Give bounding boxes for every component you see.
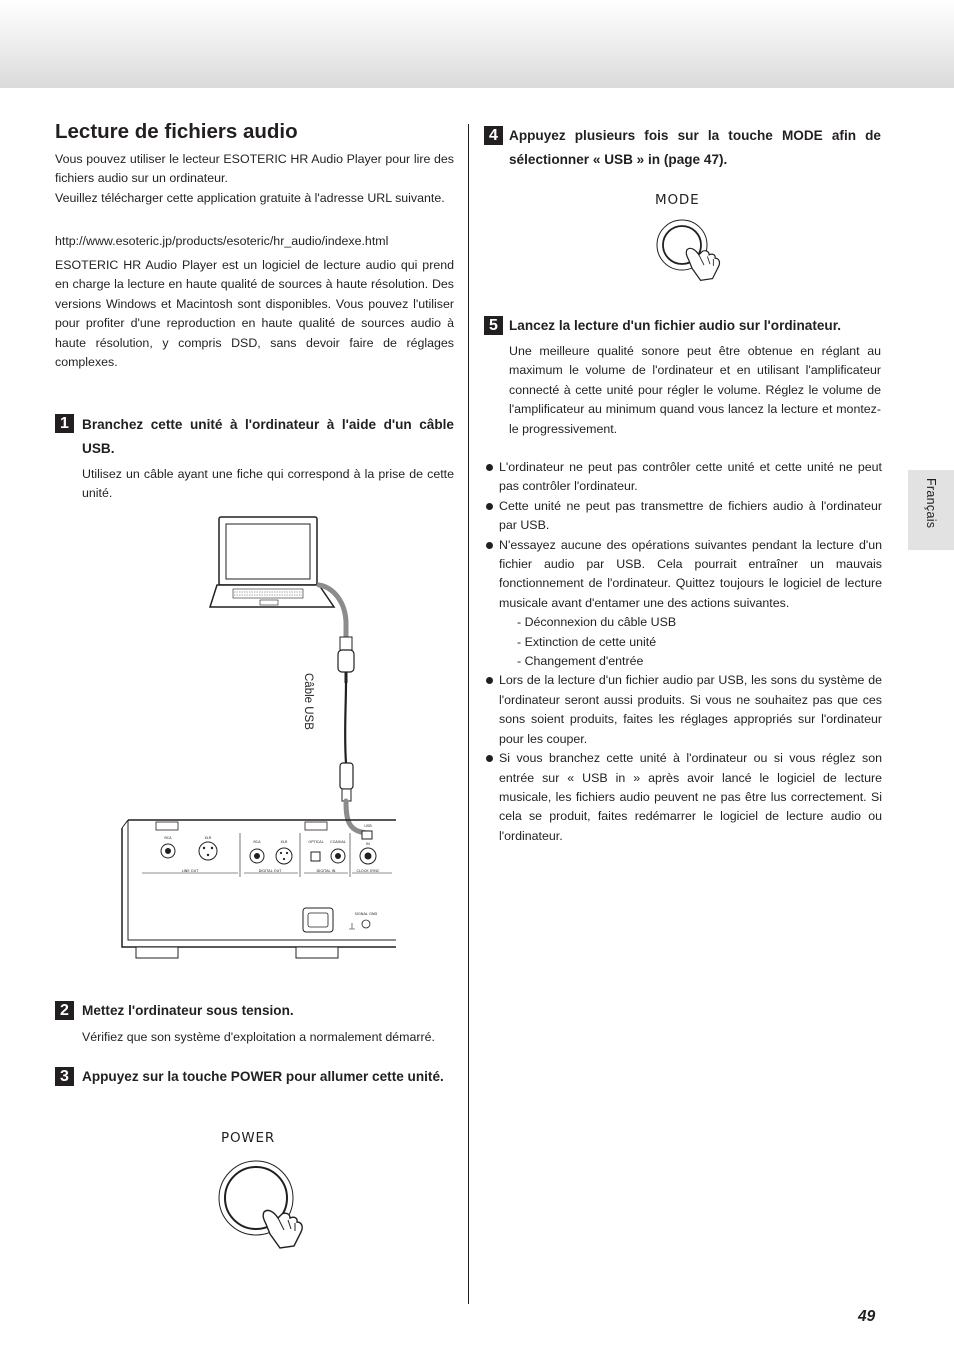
pressing-hand-icon — [263, 1210, 302, 1248]
mode-button-illustration — [656, 218, 736, 284]
language-tab-label: Français — [924, 478, 938, 529]
step-5-heading: Lancez la lecture d'un fichier audio sur l'ordinateur. — [509, 318, 842, 333]
intro-paragraph-2: Veuillez télécharger cette application gratuite à l'adresse URL suivante. — [55, 191, 445, 205]
note-sub-item: - Déconnexion du câble USB — [517, 615, 677, 630]
digital-out-xlr-label: XLR — [280, 840, 288, 844]
digital-out-rca-label: RCA — [253, 840, 261, 844]
power-button-illustration — [216, 1158, 316, 1253]
note-item — [484, 536, 882, 672]
step-5-text: Une meilleure qualité sonore peut être obtenue en réglant au maximum le volume de l'ordinateur et en utilisant l'amplificateur connecté à cette unité pour régler le volume. Réglez le volume de l'amplificateur au minimum quand vous lancez la lecture et montez-le progressivement. — [509, 344, 881, 436]
line-out-rca-label: RCA — [164, 836, 172, 840]
usb-connection-diagram — [100, 515, 410, 975]
line-out-label: LINE OUT — [181, 869, 199, 873]
step-3-number: 3 — [55, 1067, 74, 1086]
notes-list — [484, 458, 882, 846]
usb-a-plug-icon — [338, 637, 354, 683]
step-2-heading: Mettez l'ordinateur sous tension. — [82, 1003, 294, 1018]
usb-b-plug-icon — [340, 763, 353, 801]
note-text: N'essayez aucune des opérations suivantes pendant la lecture d'un fichier audio par USB. Cela pourrait entraîner un mauvais fonctionnement de l'ordinateur. Quittez toujours le logiciel de lecture musicale avant d'entamer une des actions suivantes. — [499, 537, 882, 610]
clock-sync-label: CLOCK SYNC — [356, 869, 380, 873]
note-item — [484, 497, 882, 536]
note-item: L'ordinateur ne peut pas contrôler cette unité et cette unité ne peut pas contrôler l'ordinateur. — [484, 458, 882, 497]
page-number: 49 — [858, 1308, 876, 1325]
signal-gnd-label: SIGNAL GND — [354, 912, 378, 916]
step-2-text: Vérifiez que son système d'exploitation a normalement démarré. — [82, 1030, 435, 1044]
step-4-heading: Appuyez plusieurs fois sur la touche MODE afin de sélectionner « USB » in (page 47). — [509, 128, 881, 167]
column-divider — [468, 124, 469, 1304]
step-2-number: 2 — [55, 1001, 74, 1020]
optical-label: OPTICAL — [308, 840, 324, 844]
digital-out-label: DIGITAL OUT — [258, 869, 282, 873]
download-url: http://www.esoteric.jp/products/esoteric/hr_audio/indexe.html — [55, 234, 389, 248]
clock-in-label: IN — [366, 842, 370, 846]
note-text: Cette unité ne peut pas transmettre de fichiers audio à l'ordinateur par USB. — [499, 498, 882, 533]
intro-paragraph-1: Vous pouvez utiliser le lecteur ESOTERIC HR Audio Player pour lire des fichiers audio sur un ordinateur. — [55, 152, 454, 186]
section-title: Lecture de fichiers audio — [55, 120, 298, 143]
note-item: Lors de la lecture d'un fichier audio par USB, les sons du système de l'ordinateur seront aussi produits. Si vous ne souhaitez pas que ces sons soient produits, faites les réglages appropriés sur l'ordinateur pour les couper. — [484, 671, 882, 749]
intro-paragraph-3: ESOTERIC HR Audio Player est un logiciel de lecture audio qui prend en charge la lecture en haute qualité de sources à haute résolution. Des versions Windows et Macintosh sont disponibles. Vous pouvez l'utiliser pour profiter d'une reproduction en haute qualité de sources audio à haute résolution, y compris DSD, sans devoir faire de réglages complexes. — [55, 258, 454, 370]
mode-label: MODE — [655, 192, 700, 208]
line-out-xlr-label: XLR — [204, 836, 212, 840]
digital-in-label: DIGITAL IN — [316, 869, 336, 873]
note-sub-item: - Extinction de cette unité — [517, 634, 657, 649]
usb-cable-label: Câble USB — [302, 673, 314, 730]
coaxial-label: COAXIAL — [330, 840, 346, 844]
power-label: POWER — [221, 1130, 276, 1146]
step-1-number: 1 — [55, 414, 74, 433]
pressing-hand-icon — [686, 248, 719, 280]
step-5-number: 5 — [484, 316, 503, 335]
step-1-text: Utilisez un câble ayant une fiche qui correspond à la prise de cette unité. — [82, 467, 454, 501]
step-3-heading: Appuyez sur la touche POWER pour allumer cette unité. — [82, 1069, 444, 1084]
header-band — [0, 0, 954, 88]
laptop-icon — [210, 517, 334, 607]
language-tab — [908, 470, 954, 550]
note-item: Si vous branchez cette unité à l'ordinateur ou si vous réglez son entrée sur « USB in » après avoir lancé le logiciel de lecture musicale, les fichiers audio peuvent ne pas être lus correctement. Si cela se produit, faites redémarrer le logiciel de lecture audio ou l'ordinateur. — [484, 749, 882, 846]
step-4-number: 4 — [484, 126, 503, 145]
note-sub-item: - Changement d'entrée — [517, 654, 644, 669]
usb-port-label: USB — [364, 824, 372, 828]
step-1-heading: Branchez cette unité à l'ordinateur à l'aide d'un câble USB. — [82, 417, 454, 456]
